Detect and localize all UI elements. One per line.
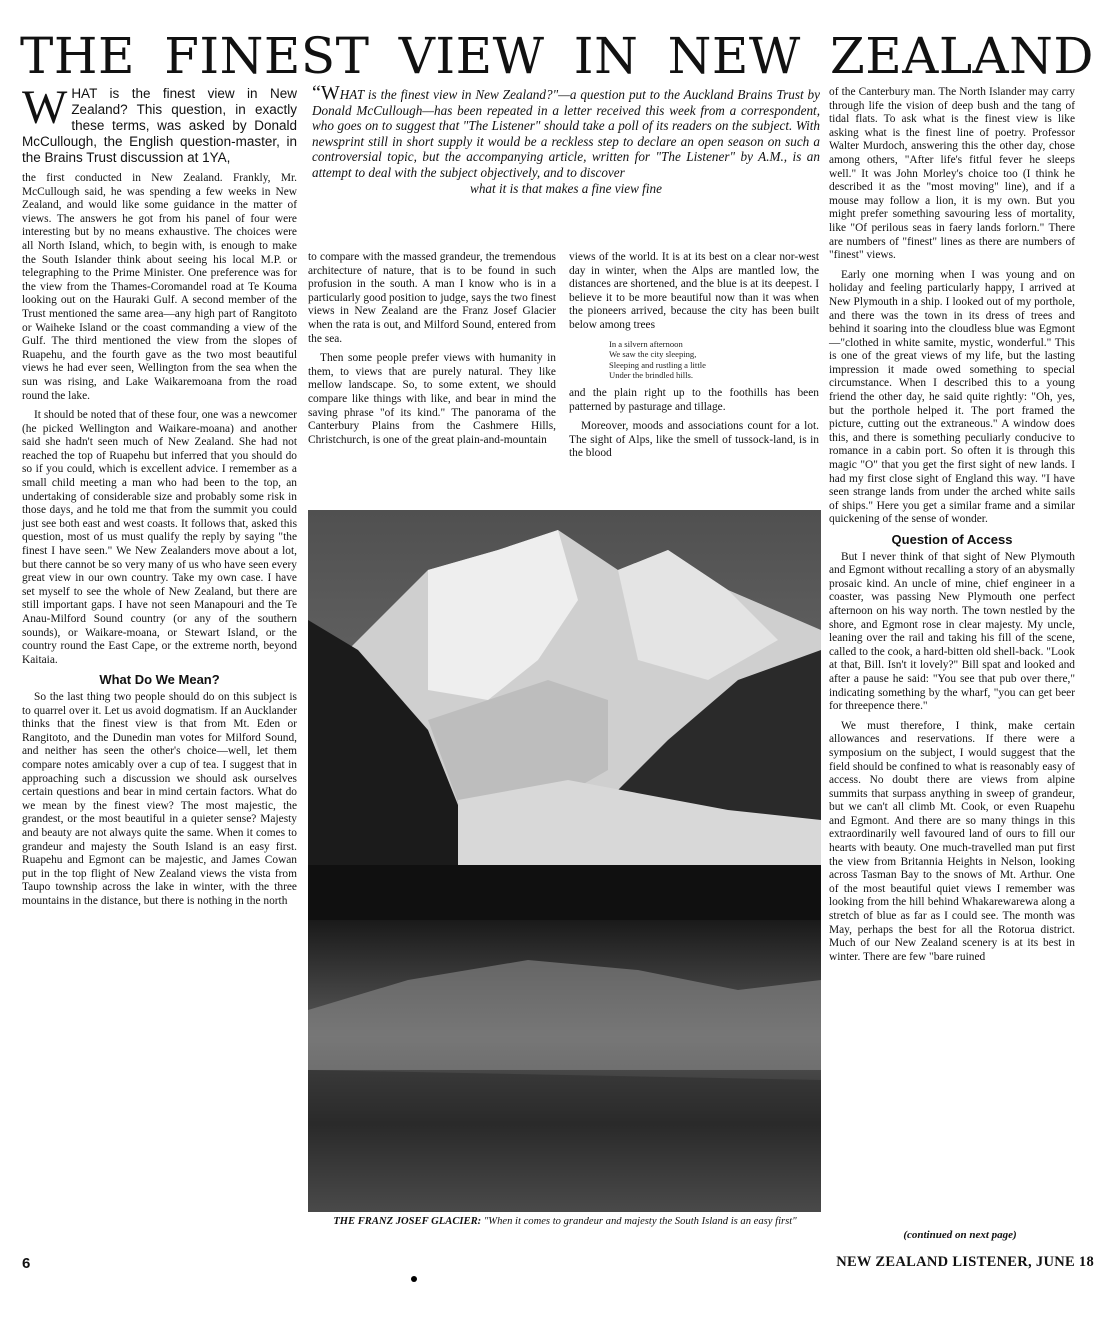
body-paragraph: But I never think of that sight of New Plymouth and Egmont without recalling a story of an abysmally prosaic kind. An uncle of mine, chief engineer in a coaster, was passing New Plymouth one perfect afternoon on his way north. The town nestled by the shore, and Egmont rose in clear majesty. My uncle, leaning over the rail and taking his fill of the scene, called to the cook, a hard-bitten old shell-back. "Look at that, Bill. Isn't it lovely?" Bill spat and looked and after a pause he said: "You see that pub over there," indicating something by the wharf, "you can get beer for threepence there.": [829, 550, 1075, 713]
body-paragraph: Then some people prefer views with humanity in them, to views that are purely natural. They like mellow landscape. So, to some extent, we should compare like things with like, and bear in mind the saving phrase "of its kind." The panorama of the Canterbury Plains from the Cashmere Hills, Christchurch, is one of the great plain-and-mountain: [308, 352, 556, 446]
body-paragraph: the first conducted in New Zealand. Frankly, Mr. McCullough said, he was spending a few weeks in New Zealand, and would like some guidance in the matter of views. The answers he got from his panel of four were interesting but by no means exhaustive. The choices were all North Island, which, to begin with, is enough to make the South Islander think about seeing his local M.P. or telegraphing to the Prime Minister. One preference was for the view from the Thames-Coromandel road at Te Kouma looking out on the Hauraki Gulf. A second member of the Trust mentioned the same area—any high part of Rangitoto or Waiheke Island or the coast commanding a view of the Gulf. The third mentioned the view from the slopes of Ruapehu, and the fourth gave as the two most beautiful views he had ever seen, Wellington from the sea when the sun was rising, and Lake Waikaremoana from the road round the lake.: [22, 172, 297, 402]
body-paragraph: to compare with the massed grandeur, the tremendous architecture of nature, that is to be found in such profusion in the south. A man I know who is in a particularly good position to judge, says the two finest views in New Zealand are the Franz Josef Glacier when the rata is out, and Milford Sound, entered from the sea.: [308, 251, 556, 345]
page-headline: THE FINEST VIEW IN NEW ZEALAND: [20, 27, 1094, 85]
body-paragraph: Moreover, moods and associations count for a lot. The sight of Alps, like the smell of tussock-land, is in the blood: [569, 420, 819, 460]
continued-note: (continued on next page): [903, 1229, 1017, 1241]
subheading: What Do We Mean?: [99, 672, 220, 688]
body-paragraph: We must therefore, I think, make certain allowances and reservations. If there were a symposium on the subject, I would suggest that the field should be confined to what is reasonably easy of access. No doubt there are views from alpine summits that surpass anything in sweep of grandeur, but we can't all climb Mt. Cook, or even Ruapehu and Egmont. And there are so many things in this extraordinarily well favoured land of ours to fill our hearts with beauty. One much-travelled man put first the view from Britannia Heights in Nelson, looking across Tasman Bay to the snows of Mt. Arthur. One of the most beautiful quiet views I remember was looking from the hill behind Whakarewarewa along a stretch of blue as far as I could see. The month was May, perhaps the best for all the Rotorua district. Much of our New Zealand scenery is at its best in winter. There are few "bare ruined: [829, 719, 1075, 963]
lead-paragraph: [22, 81, 297, 166]
intro-text: HAT is the finest view in New Zealand?"—a question put to the Auckland Brains Trust by Donald McCullough—has been repeated in a letter received this week from a correspondent, who goes on to suggest that "The Listener" should take a poll of its readers on the subject. With newsprint still in short supply it would be a reckless step to declare an open season on such a controversial topic, but the accompanying article, written for "The Listener" by A.M., is an attempt to deal with the subject objectively, and to discover: [312, 87, 820, 180]
article-column-1: [22, 81, 297, 914]
intro-last-line: what it is that makes a fine view fine: [470, 180, 662, 196]
subheading: Question of Access: [891, 532, 1013, 547]
poem-line: In a silvern afternoon: [609, 338, 683, 349]
poem-line: Under the brindled hills.: [609, 370, 694, 381]
poem-quote: [609, 339, 819, 381]
footer-masthead: NEW ZEALAND LISTENER, JUNE 18: [836, 1254, 1094, 1270]
article-column-4: [829, 86, 1075, 970]
poem-line: We saw the city sleeping,: [609, 349, 697, 360]
body-paragraph: It should be noted that of these four, one was a newcomer (he picked Wellington and Waikare-moana) and another said she hadn't seen much of New Zealand. She had not reached the top of Ruapehu but inferred that you should do so if you could, which is excellent advice. I remember as a small child meeting a man who had been to the top, an undertaking of considerable size and probably some risk in those days, and he told me that from the summit you could just see both east and west coasts. It follows that, asked this question, most of us must qualify the reply by saying "the finest I have seen." We New Zealanders move about a lot, but there cannot be so very many of us who have seen every great view in our own country. Take my own case. I have set myself to see the whole of New Zealand, but there are still important gaps. I have not seen Manapouri and the Te Anau-Milford Sound country (or any of the southern sounds), or Waikare-moana, or Stewart Island, or the country round the East Cape, or the extreme north, beyond Kaitaia.: [22, 409, 297, 666]
caption-lead: THE FRANZ JOSEF GLACIER:: [333, 1216, 482, 1227]
intro-initial: “W: [312, 82, 340, 104]
article-column-2: [308, 251, 556, 453]
drop-cap: W: [22, 81, 68, 134]
body-paragraph: Early one morning when I was young and on holiday and feeling particularly happy, I arrived at New Plymouth in a ship. I looked out of my porthole, and there was the town in its dress of trees and behind it soaring into the cloudless blue was Egmont—"clothed in white samite, mystic, wonderful." This is one of the great views of my life, but the lasting impression it made owed something to special circumstance. When I described this to a young friend the other day, he said quite rightly: "Oh, yes, but the porthole helped it. The port framed the picture, cutting out the extraneous." A window does this, and there is something peculiarly conducive to romance in a cabin port. So often it is through this magic "O" that you get the first sight of new lands. I had my first close sight of England this way. "I have seen strange lands from under the arched white sails of ships." Here you get a similar frame and a similar quickening of the sense of wonder.: [829, 268, 1075, 526]
lead-text: HAT is the finest view in New Zealand? This question, in exactly these terms, was asked by Donald McCullough, the English question-master, in the Brains Trust discussion at 1YA,: [22, 86, 297, 165]
page-number: 6: [22, 1255, 31, 1272]
print-mark: [411, 1276, 417, 1282]
body-paragraph: So the last thing two people should do on this subject is to quarrel over it. Let us avoid dogmatism. If an Aucklander thinks that the finest view is that from Mt. Eden or Rangitoto, and the Dunedin man votes for Milford Sound, and neither has seen the other's choice—well, let them compare notes amicably over a cup of tea. I suggest that in approaching such a discussion we should ask ourselves certain questions and bear in mind certain factors. What do we mean by the finest view? The most majestic, the grandest, or the most beautiful in a quieter sense? Majesty and beauty are not always quite the same. When it comes to grandeur and majesty the South Island is an easy first. Ruapehu and Egmont can be majestic, and James Cowan put in the top flight of New Zealand views the vista from Taupo township across the lake in winter, with the three mountains in the distance, but there is nothing in the north: [22, 690, 297, 907]
caption-text: "When it comes to grandeur and majesty the South Island is an easy first": [481, 1216, 797, 1227]
body-paragraph: and the plain right up to the foothills has been patterned by pasturage and tillage.: [569, 386, 819, 413]
body-paragraph: views of the world. It is at its best on a clear nor-west day in winter, when the Alps are mantled low, the distances are shortened, and the blue is at its deepest. I believe it to be more beautiful now than it was when the pioneers arrived, because the city has been built below among trees: [569, 251, 819, 331]
glacier-photo: [308, 510, 821, 1212]
article-column-3: [569, 251, 819, 467]
intro-standfirst: [312, 82, 820, 196]
body-paragraph: of the Canterbury man. The North Islander may carry through life the vision of deep bush and the tang of tidal flats. To ask what is the finest view is like asking what is the finest line of poetry. Professor Walter Murdoch, answering this the other day, chose among others, "After life's fitful fever he sleeps well." It was John Morley's choice too (I think he described it as the "most moving" line), and if a mouse may follow a lion, it is my own. But you might prefer something savouring less of mortality, like "Of perilous seas in faery lands forlorn." There are numbers of "finest" lines as there are numbers of "finest" views.: [829, 86, 1075, 262]
photo-caption: [310, 1215, 820, 1228]
poem-line: Sleeping and rustling a little: [609, 359, 706, 370]
